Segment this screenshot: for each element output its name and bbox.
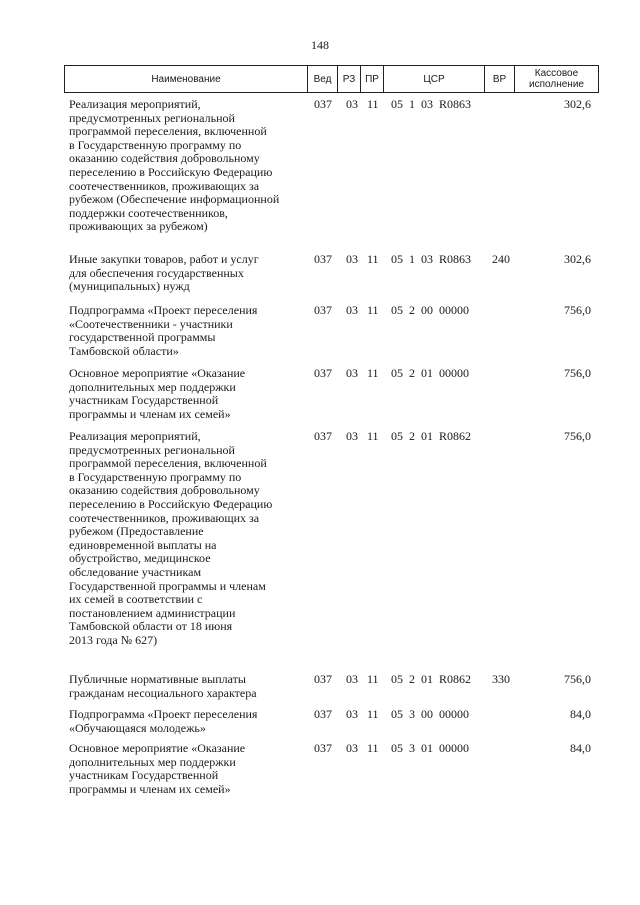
row-name: Реализация мероприятий, предусмотренных региональной программой переселения, включенной в Государственную программу по оказанию содействия добровольному переселению в Российскую Федерацию соотечественников, проживающих за рубежом (Обеспечение информационной поддержки соотечественников, проживающих за рубежом) — [69, 97, 280, 234]
row-csr: 05 1 03 R0863 — [391, 97, 472, 111]
row-csr: 05 2 00 00000 — [391, 303, 469, 317]
page-number: 148 — [311, 38, 329, 52]
row-csr: 05 3 01 00000 — [391, 741, 469, 755]
header-ved: Вед — [308, 65, 338, 93]
row-amount: 756,0 — [564, 366, 591, 380]
row-pr: 11 — [367, 741, 379, 755]
row-rz: 03 — [346, 672, 358, 686]
row-csr: 05 3 00 00000 — [391, 707, 469, 721]
row-name: Основное мероприятие «Оказание дополнительных мер поддержки участникам Государственной программы и членам их семей» — [69, 366, 246, 421]
row-ved: 037 — [314, 97, 332, 111]
row-name: Подпрограмма «Проект переселения «Соотечественники - участники государственной программы Тамбовской области» — [69, 303, 258, 358]
row-name: Реализация мероприятий, предусмотренных региональной программой переселения, включенной в Государственную программу по оказанию содействия добровольному переселению в Российскую Федерацию соотечественников, проживающих за рубежом (Предоставление единовременной выплаты на обустройство, медицинское обследование участникам Государственной программы и членам их семей в соответствии с постановлением администрации Тамбовской области от 18 июня 2013 года № 627) — [69, 429, 273, 647]
header-rz: РЗ — [338, 65, 361, 93]
row-name: Публичные нормативные выплаты гражданам несоциального характера — [69, 672, 257, 700]
row-vr: 330 — [492, 672, 510, 686]
row-vr: 240 — [492, 252, 510, 266]
row-csr: 05 2 01 R0862 — [391, 429, 472, 443]
row-ved: 037 — [314, 366, 332, 380]
row-pr: 11 — [367, 252, 379, 266]
row-name: Иные закупки товаров, работ и услуг для обеспечения государственных (муниципальных) нужд — [69, 252, 259, 294]
row-amount: 756,0 — [564, 303, 591, 317]
row-amount: 756,0 — [564, 672, 591, 686]
row-rz: 03 — [346, 707, 358, 721]
row-ved: 037 — [314, 672, 332, 686]
row-rz: 03 — [346, 252, 358, 266]
row-name: Подпрограмма «Проект переселения «Обучающаяся молодежь» — [69, 707, 258, 735]
row-rz: 03 — [346, 366, 358, 380]
header-amount: Кассовое исполнение — [515, 65, 599, 93]
row-amount: 302,6 — [564, 252, 591, 266]
row-ved: 037 — [314, 429, 332, 443]
row-rz: 03 — [346, 97, 358, 111]
row-name: Основное мероприятие «Оказание дополнительных мер поддержки участникам Государственной программы и членам их семей» — [69, 741, 246, 796]
row-csr: 05 1 03 R0863 — [391, 252, 472, 266]
row-pr: 11 — [367, 366, 379, 380]
row-amount: 84,0 — [570, 741, 591, 755]
row-amount: 756,0 — [564, 429, 591, 443]
header-vr: ВР — [485, 65, 515, 93]
row-pr: 11 — [367, 672, 379, 686]
row-csr: 05 2 01 R0862 — [391, 672, 472, 686]
row-rz: 03 — [346, 429, 358, 443]
header-pr: ПР — [361, 65, 384, 93]
row-pr: 11 — [367, 303, 379, 317]
row-amount: 302,6 — [564, 97, 591, 111]
row-ved: 037 — [314, 252, 332, 266]
row-ved: 037 — [314, 303, 332, 317]
header-csr: ЦСР — [384, 65, 485, 93]
row-pr: 11 — [367, 429, 379, 443]
row-pr: 11 — [367, 707, 379, 721]
row-amount: 84,0 — [570, 707, 591, 721]
row-rz: 03 — [346, 741, 358, 755]
row-rz: 03 — [346, 303, 358, 317]
row-ved: 037 — [314, 741, 332, 755]
row-ved: 037 — [314, 707, 332, 721]
header-name: Наименование — [64, 65, 308, 93]
row-pr: 11 — [367, 97, 379, 111]
row-csr: 05 2 01 00000 — [391, 366, 469, 380]
